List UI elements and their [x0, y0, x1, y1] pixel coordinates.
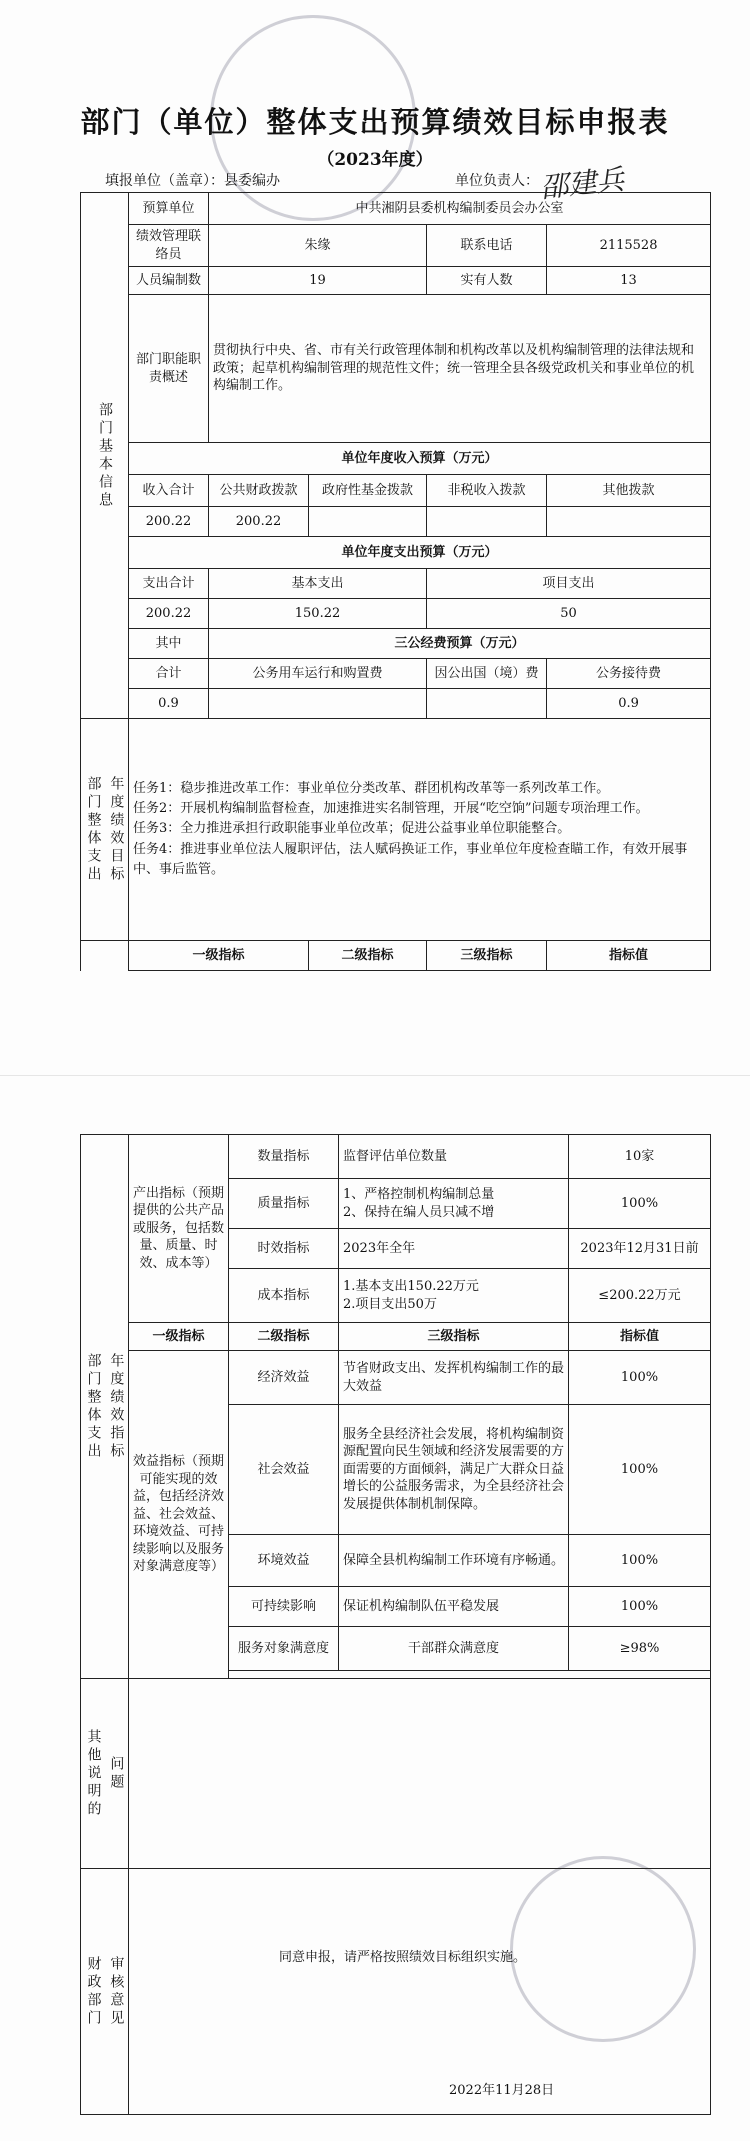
benefit-value: ≥98% [569, 1627, 711, 1671]
contact-person-label: 绩效管理联络员 [129, 225, 209, 267]
finance-side-label: 财政部门 审核意见 [81, 1869, 129, 2115]
task-item: 任务4：推进事业单位法人履职评估，法人赋码换证工作，事业单位年度检查瞄工作，有效开展事中、事后监管。 [133, 841, 688, 877]
three-public-value-car [209, 689, 427, 719]
page-two [0, 1075, 750, 2141]
duty-text: 贯彻执行中央、省、市有关行政管理体制和机构改革以及机构编制管理的法律法规和政策；起草机构编制管理的规范性文件；统一管理全县各级党政机关和事业单位的机构编制工作。 [209, 295, 711, 443]
among-label: 其中 [129, 629, 209, 659]
benefit-value: 100% [569, 1405, 711, 1535]
output-value: 10家 [569, 1135, 711, 1179]
output-lvl2: 时效指标 [229, 1229, 339, 1269]
benefit-lvl2: 社会效益 [229, 1405, 339, 1535]
income-value-other [547, 507, 711, 537]
income-header-fund: 政府性基金拨款 [309, 475, 427, 507]
benefit-lvl2: 服务对象满意度 [229, 1627, 339, 1671]
income-value-fund [309, 507, 427, 537]
contact-person-value: 朱缘 [209, 225, 427, 267]
actual-staff-label: 实有人数 [427, 267, 547, 295]
budget-unit-value: 中共湘阴县委机构编制委员会办公室 [209, 193, 711, 225]
actual-staff-value: 13 [547, 267, 711, 295]
indicator-side-label: 部门整体支出 年度绩效指标 [81, 1135, 129, 1679]
benefit-lvl3: 保障全县机构编制工作环境有序畅通。 [339, 1535, 569, 1587]
indicator-header-lvl1: 一级指标 [129, 941, 309, 971]
responsible-label: 单位负责人： [455, 173, 539, 189]
income-header-other: 其他拨款 [547, 475, 711, 507]
expense-header-project: 项目支出 [427, 569, 711, 599]
expense-value-total: 200.22 [129, 599, 209, 629]
task-item: 任务2：开展机构编制监督检查，加速推进实名制管理，开展“吃空饷”问题专项治理工作。 [133, 801, 649, 817]
staff-quota-value: 19 [209, 267, 427, 295]
benefit-lvl3: 干部群众满意度 [339, 1627, 569, 1671]
income-section-title: 单位年度收入预算（万元） [129, 443, 711, 475]
goals-side-label: 部门整体支出 年度绩效目标 [81, 719, 129, 941]
phone-value: 2115528 [547, 225, 711, 267]
goals-task-list [129, 719, 711, 941]
income-header-public: 公共财政拨款 [209, 475, 309, 507]
output-lvl2: 质量指标 [229, 1179, 339, 1229]
indicator-header-lvl3: 三级指标 [339, 1323, 569, 1351]
output-value: ≤200.22万元 [569, 1269, 711, 1323]
finance-opinion: 同意申报，请严格按照绩效目标组织实施。 [279, 1950, 527, 1965]
budget-unit-label: 预算单位 [129, 193, 209, 225]
three-public-header-total: 合计 [129, 659, 209, 689]
three-public-value-total: 0.9 [129, 689, 209, 719]
three-public-header-reception: 公务接待费 [547, 659, 711, 689]
expense-value-project: 50 [427, 599, 711, 629]
blank-cell [81, 941, 129, 971]
output-value: 100% [569, 1179, 711, 1229]
output-indicator-label: 产出指标（预期提供的公共产品或服务，包括数量、质量、时效、成本等） [129, 1135, 229, 1323]
benefit-lvl2: 可持续影响 [229, 1587, 339, 1627]
output-lvl3: 监督评估单位数量 [339, 1135, 569, 1179]
expense-section-title: 单位年度支出预算（万元） [129, 537, 711, 569]
output-lvl3: 2023年全年 [339, 1229, 569, 1269]
basic-info-table [80, 192, 711, 971]
three-public-value-abroad [427, 689, 547, 719]
finance-date: 2022年11月28日 [449, 2083, 555, 2099]
income-value-nontax [427, 507, 547, 537]
benefit-lvl3: 保证机构编制队伍平稳发展 [339, 1587, 569, 1627]
indicator-header-lvl3: 三级指标 [427, 941, 547, 971]
income-header-nontax: 非税收入拨款 [427, 475, 547, 507]
expense-value-basic: 150.22 [209, 599, 427, 629]
fill-unit-label: 填报单位（盖章）：县委编办 [105, 173, 280, 189]
duty-label: 部门职能职责概述 [129, 295, 209, 443]
three-public-title: 三公经费预算（万元） [209, 629, 711, 659]
other-notes-content [129, 1679, 711, 1869]
three-public-header-abroad: 因公出国（境）费 [427, 659, 547, 689]
finance-opinion-cell [129, 1869, 711, 2115]
benefit-value: 100% [569, 1587, 711, 1627]
benefit-value: 100% [569, 1535, 711, 1587]
income-value-public: 200.22 [209, 507, 309, 537]
blank-cell [229, 1671, 711, 1679]
three-public-value-reception: 0.9 [547, 689, 711, 719]
income-header-total: 收入合计 [129, 475, 209, 507]
handwritten-signature: 邵建兵 [538, 162, 626, 205]
benefit-lvl2: 环境效益 [229, 1535, 339, 1587]
phone-label: 联系电话 [427, 225, 547, 267]
three-public-header-car: 公务用车运行和购置费 [209, 659, 427, 689]
indicator-table [80, 1134, 711, 2115]
indicator-header-lvl2: 二级指标 [309, 941, 427, 971]
indicator-header-lvl2: 二级指标 [229, 1323, 339, 1351]
indicator-header-lvl1: 一级指标 [129, 1323, 229, 1351]
expense-header-basic: 基本支出 [209, 569, 427, 599]
task-item: 任务1：稳步推进改革工作：事业单位分类改革、群团机构改革等一系列改革工作。 [133, 781, 610, 797]
other-notes-side-label: 其他说明的 问题 [81, 1679, 129, 1869]
form-year: （2023年度） [317, 150, 433, 170]
form-title: 部门（单位）整体支出预算绩效目标申报表 [80, 105, 670, 139]
staff-quota-label: 人员编制数 [129, 267, 209, 295]
benefit-indicator-label: 效益指标（预期可能实现的效益，包括经济效益、社会效益、环境效益、可持续影响以及服务对象满意度等） [129, 1351, 229, 1679]
income-value-total: 200.22 [129, 507, 209, 537]
output-lvl2: 数量指标 [229, 1135, 339, 1179]
output-lvl3: 1、严格控制机构编制总量 2、保持在编人员只减不增 [339, 1179, 569, 1229]
output-lvl2: 成本指标 [229, 1269, 339, 1323]
basic-info-side-label: 部门基本信息 [81, 193, 129, 719]
benefit-lvl3: 节省财政支出、发挥机构编制工作的最大效益 [339, 1351, 569, 1405]
expense-header-total: 支出合计 [129, 569, 209, 599]
benefit-lvl2: 经济效益 [229, 1351, 339, 1405]
task-item: 任务3：全力推进承担行政职能事业单位改革；促进公益事业单位职能整合。 [133, 821, 571, 837]
benefit-lvl3: 服务全县经济社会发展，将机构编制资源配置向民生领域和经济发展需要的方面需要的方面倾斜，满足广大群众日益增长的公益服务需求，为全县经济社会发展提供体制机制保障。 [339, 1405, 569, 1535]
output-lvl3: 1.基本支出150.22万元 2.项目支出50万 [339, 1269, 569, 1323]
benefit-value: 100% [569, 1351, 711, 1405]
indicator-header-value: 指标值 [569, 1323, 711, 1351]
indicator-header-value: 指标值 [547, 941, 711, 971]
output-value: 2023年12月31日前 [569, 1229, 711, 1269]
